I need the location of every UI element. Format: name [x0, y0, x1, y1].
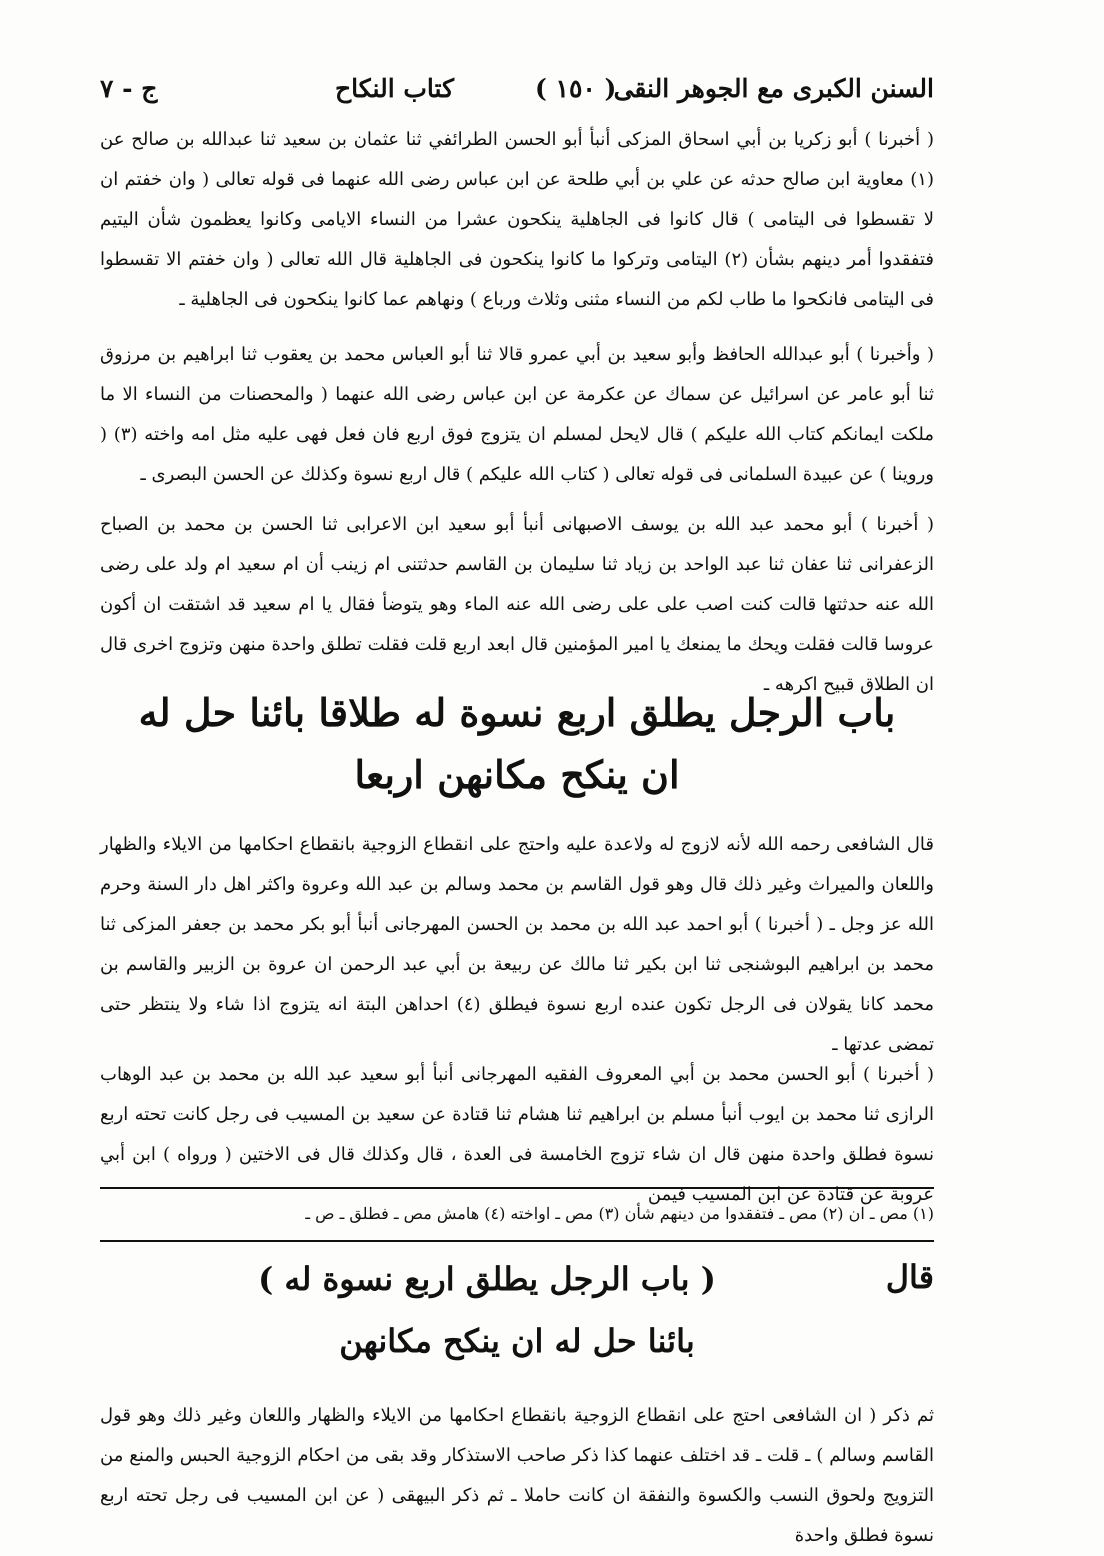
commentary-paragraph: ثم ذكر ( ان الشافعى احتج على انقطاع الزوجية بانقطاع احكامها من الايلاء والظهار واللعان وغير ذلك وهو قول القاسم وسالم ) ـ قلت ـ قد اختلف عنهما كذا ذكر صاحب الاستذكار وقد بقى من احكام الزوجية الحبس والمنع من التزويج ولحوق النسب والكسوة والنفقة ان كانت حاملا ـ ثم ذكر البيهقى ( عن ابن المسيب فى رجل تحته اربع نسوة فطلق واحدة	[100, 1405, 935, 1546]
book-title: كتاب النكاح	[335, 74, 454, 103]
hadith-paragraph-3: ( أخبرنا ) أبو محمد عبد الله بن يوسف الاصبهانى أنبأ أبو سعيد ابن الاعرابى ثنا الحسن بن محمد بن الصباح الزعفرانى ثنا عفان ثنا عبد الواحد بن زياد ثنا سليمان بن القاسم حدثتنى ام زينب أن ام سعيد ام ولد على رضى الله عنه حدثتها قالت كنت اصب على على رضى الله عنه الماء وهو يتوضأ فقال يا ام سعيد قد اشتقت ان أكون عروسا قالت فقلت ويحك ما يمنعك يا امير المؤمنين قال ابعد اربع قلت فقلت تطلق واحدة منهن وتزوج اخرى قال ان الطلاق قبيح اكرهه ـ	[100, 514, 934, 695]
hadith-paragraph-1: ( أخبرنا ) أبو زكريا بن أبي اسحاق المزكى أنبأ أبو الحسن الطرائفي ثنا عثمان بن سعيد ثنا عبدالله بن صالح عن (١) معاوية ابن صالح حدثه عن علي بن أبي طلحة عن ابن عباس رضى الله عنهما فى قوله تعالى ( وان خفتم ان لا تقسطوا فى اليتامى ) قال كانوا فى الجاهلية ينكحون عشرا من النساء الايامى وكانوا يعظمون شأن اليتيم فتفقدوا أمر دينهم بشأن (٢) اليتامى وتركوا ما كانوا ينكحون فى الجاهلية قال الله تعالى ( وان خفتم الا تقسطوا فى اليتامى فانكحوا ما طاب لكم من النساء مثنى وثلاث ورباع ) ونهاهم عما كانوا ينكحون فى الجاهلية ـ	[100, 129, 934, 310]
hadith-paragraph-5: ( أخبرنا ) أبو الحسن محمد بن أبي المعروف الفقيه المهرجانى أنبأ أبو سعيد عبد الله بن محمد بن عبد الوهاب الرازى ثنا محمد بن ايوب أنبأ مسلم بن ابراهيم ثنا هشام ثنا قتادة عن سعيد بن المسيب فى رجل كانت تحته اربع نسوة فطلق واحدة منهن قال ان شاء تزوج الخامسة فى العدة ، قال وكذلك قال فى الاختين ( ورواه ) ابن أبي عروبة عن قتادة عن ابن المسيب فيمن	[100, 1064, 934, 1205]
commentary-heading-row	[100, 1256, 934, 1306]
page-number: ( ١٥٠ )	[535, 74, 617, 103]
volume-label: ج - ٧	[100, 74, 158, 103]
hadith-paragraph-2: ( وأخبرنا ) أبو عبدالله الحافظ وأبو سعيد بن أبي عمرو قالا ثنا أبو العباس محمد بن يعقوب ثنا ابراهيم بن مرزوق ثنا أبو عامر عن اسرائيل عن سماك عن عكرمة عن ابن عباس رضى الله عنهما ( والمحصنات من النساء الا ما ملكت ايمانكم كتاب الله عليكم ) قال لايحل لمسلم ان يتزوج فوق اربع فان فعل فهى عليه مثل امه واخته (٣) ( وروينا ) عن عبيدة السلمانى فى قوله تعالى ( كتاب الله عليكم ) قال اربع نسوة وكذلك عن الحسن البصرى ـ	[100, 344, 934, 485]
chapter-heading-line-2: ان ينكح مكانهن اربعا	[354, 752, 680, 797]
footnote-divider-top	[100, 1187, 934, 1189]
footnotes: (١) مص ـ ان (٢) مص ـ فتفقدوا من دينهم شأن (٣) مص ـ اواخته (٤) هامش مص ـ فطلق ـ ص ـ	[305, 1204, 934, 1223]
commentary-heading-line-2: بائنا حل له ان ينكح مكانهن	[339, 1322, 695, 1360]
commentary-qala-label: قال	[885, 1258, 934, 1296]
chapter-heading-line-1: باب الرجل يطلق اربع نسوة له طلاقا بائنا حل له	[138, 690, 896, 735]
page-header	[100, 70, 934, 112]
commentary-heading-line-1: ( باب الرجل يطلق اربع نسوة له )	[258, 1260, 716, 1298]
hadith-paragraph-4: قال الشافعى رحمه الله لأنه لازوج له ولاعدة عليه واحتج على انقطاع الزوجية بانقطاع احكامها من الايلاء والظهار واللعان والميراث وغير ذلك قال وهو قول القاسم بن محمد وسالم بن عبد الله وعروة واكثر اهل دار السنة وحرم الله عز وجل ـ ( أخبرنا ) أبو احمد عبد الله بن محمد بن الحسن المهرجانى أنبأ أبو بكر محمد بن جعفر المزكى ثنا محمد بن ابراهيم البوشنجى ثنا ابن بكير ثنا مالك عن ربيعة بن أبي عبد الرحمن ان عروة بن الزبير والقاسم بن محمد كانا يقولان فى الرجل تكون عنده اربع نسوة فيطلق (٤) احداهن البتة انه يتزوج اذا شاء ولا ينتظر حتى تمضى عدتها ـ	[100, 834, 934, 1055]
footnote-divider-bottom	[100, 1240, 934, 1242]
header-title: السنن الكبرى مع الجوهر النقى	[613, 74, 934, 103]
